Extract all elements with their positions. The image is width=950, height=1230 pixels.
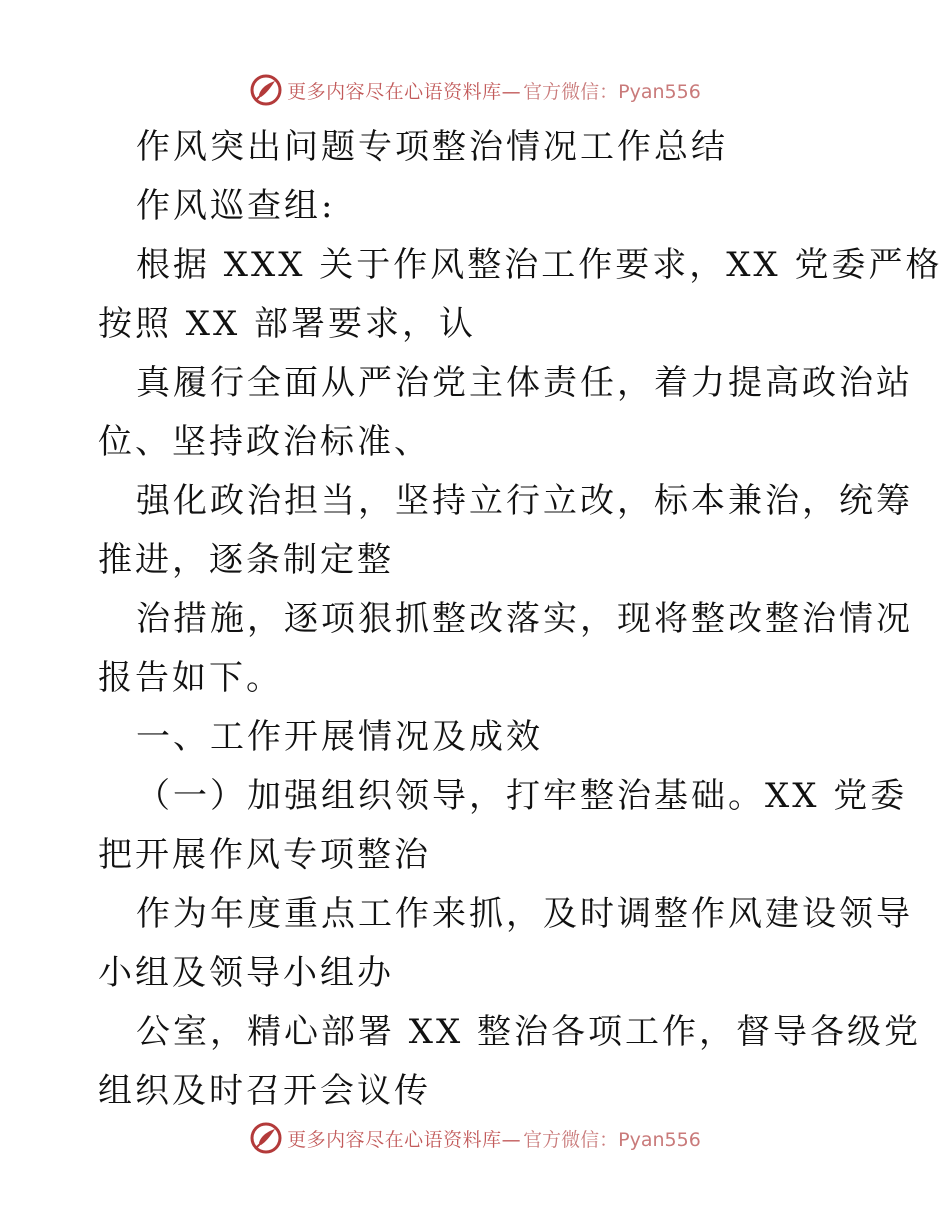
brand-logo-icon: [249, 73, 283, 107]
doc-title: 作风突出问题专项整治情况工作总结: [136, 127, 728, 167]
paragraph-line: 位、坚持政治标准、: [98, 422, 431, 462]
watermark-wechat: 官方微信：Pyan556: [523, 80, 701, 103]
watermark-text: 更多内容尽在心语资料库—: [287, 1128, 522, 1151]
paragraph-line: 根据 XXX 关于作风整治工作要求，XX 党委严格: [136, 245, 943, 285]
paragraph-line: 小组及领导小组办: [98, 953, 394, 993]
paragraph-line: 组织及时召开会议传: [98, 1071, 431, 1111]
paragraph-line: 报告如下。: [98, 658, 283, 698]
document-body: [98, 118, 943, 1121]
paragraph-line: （一）加强组织领导，打牢整治基础。XX 党委: [136, 776, 908, 816]
paragraph-line: 作为年度重点工作来抓，及时调整作风建设领导: [136, 894, 913, 934]
paragraph-line: 真履行全面从严治党主体责任，着力提高政治站: [136, 363, 913, 403]
paragraph-line: 强化政治担当，坚持立行立改，标本兼治，统筹: [136, 481, 913, 521]
paragraph-line: 把开展作风专项整治: [98, 835, 431, 875]
paragraph-line: 公室，精心部署 XX 整治各项工作，督导各级党: [136, 1012, 922, 1052]
doc-addressee: 作风巡查组:: [136, 186, 336, 226]
paragraph-line: 治措施，逐项狠抓整改落实，现将整改整治情况: [136, 599, 913, 639]
section-heading: 一、工作开展情况及成效: [136, 717, 543, 757]
brand-logo-icon: [249, 1121, 283, 1155]
footer-watermark: [0, 1118, 950, 1158]
paragraph-line: 按照 XX 部署要求，认: [98, 304, 477, 344]
watermark-text: 更多内容尽在心语资料库—: [287, 80, 522, 103]
watermark-wechat: 官方微信：Pyan556: [523, 1128, 701, 1151]
paragraph-line: 推进，逐条制定整: [98, 540, 394, 580]
header-watermark: [0, 70, 950, 110]
